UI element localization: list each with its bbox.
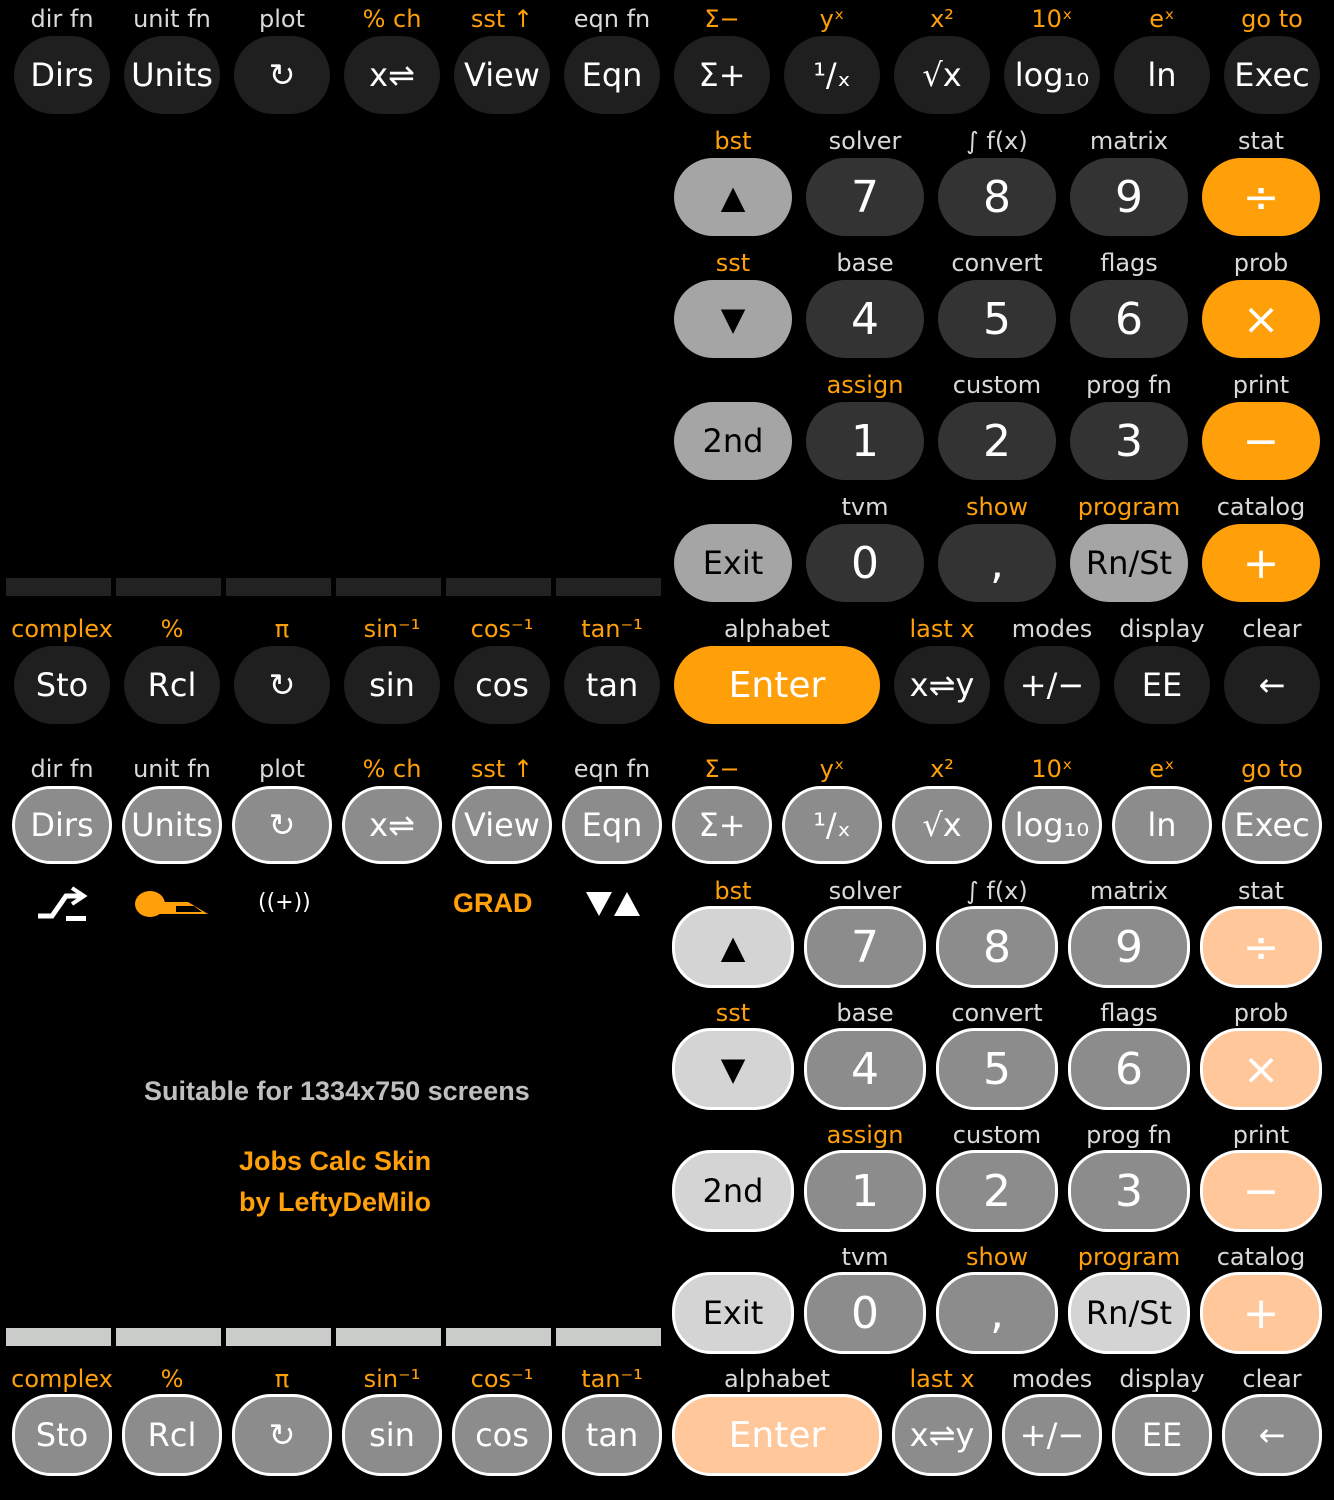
log10-key[interactable]: log₁₀ — [1002, 786, 1102, 864]
tan-key[interactable]: tan — [562, 1394, 662, 1476]
multiply-key[interactable]: × — [1202, 280, 1320, 358]
label-matrix: matrix — [1089, 127, 1169, 155]
digit-6-key[interactable]: 6 — [1068, 1028, 1190, 1110]
ee-key[interactable]: EE — [1114, 646, 1210, 724]
label-clear: clear — [1242, 1365, 1302, 1393]
label-eqn-fn: eqn fn — [573, 755, 651, 783]
sin-key[interactable]: sin — [344, 646, 440, 724]
plus-key[interactable]: + — [1202, 524, 1320, 602]
sto-key[interactable]: Sto — [14, 646, 110, 724]
change-sign-key[interactable]: +/− — [1004, 646, 1100, 724]
digit-6-key[interactable]: 6 — [1070, 280, 1188, 358]
dirs-key[interactable]: Dirs — [12, 786, 112, 864]
label-display: display — [1119, 1365, 1205, 1393]
label-assign: assign — [826, 371, 904, 399]
xy-swap-key[interactable]: x⇌y — [892, 1394, 992, 1476]
plot-key[interactable]: ↻ — [232, 786, 332, 864]
dirs-key[interactable]: Dirs — [14, 36, 110, 114]
eqn-key[interactable]: Eqn — [562, 786, 662, 864]
shift-indicator-icon — [36, 886, 88, 926]
label-e-pow-x: eˣ — [1149, 5, 1175, 33]
plus-key[interactable]: + — [1200, 1272, 1322, 1354]
exec-key[interactable]: Exec — [1224, 36, 1320, 114]
credits-suitable: Suitable for 1334x750 screens — [144, 1076, 530, 1106]
divide-key[interactable]: ÷ — [1202, 158, 1320, 236]
label-catalog: catalog — [1216, 493, 1306, 521]
label-complex: complex — [11, 615, 113, 643]
exit-key[interactable]: Exit — [672, 1272, 794, 1354]
label-pi: π — [274, 1365, 290, 1393]
label-convert: convert — [951, 999, 1043, 1027]
label-sigma-minus: Σ− — [704, 755, 740, 783]
label-sst-up: sst ↑ — [470, 5, 534, 33]
digit-5-key[interactable]: 5 — [938, 280, 1056, 358]
label-clear: clear — [1242, 615, 1302, 643]
up-key[interactable]: ▲ — [672, 906, 794, 988]
label-pi: π — [274, 615, 290, 643]
softkey-bar-3 — [226, 1328, 331, 1346]
label-prob: prob — [1233, 999, 1289, 1027]
digit-3-key[interactable]: 3 — [1068, 1150, 1190, 1232]
units-key[interactable]: Units — [122, 786, 222, 864]
digit-5-key[interactable]: 5 — [936, 1028, 1058, 1110]
label-prob: prob — [1233, 249, 1289, 277]
exec-key[interactable]: Exec — [1222, 786, 1322, 864]
label-eqn-fn: eqn fn — [573, 5, 651, 33]
label-10-pow-x: 10ˣ — [1031, 5, 1073, 33]
eqn-key[interactable]: Eqn — [564, 36, 660, 114]
softkey-bar-3 — [226, 578, 331, 596]
label-10-pow-x: 10ˣ — [1031, 755, 1073, 783]
label-x-squared: x² — [930, 755, 954, 783]
label-complex: complex — [11, 1365, 113, 1393]
label-convert: convert — [951, 249, 1043, 277]
label-base: base — [836, 249, 894, 277]
sin-key[interactable]: sin — [342, 1394, 442, 1476]
softkey-bar-4 — [336, 1328, 441, 1346]
x-swap-key[interactable]: x⇌ — [342, 786, 442, 864]
label-pct-ch: % ch — [362, 755, 422, 783]
sigma-plus-key[interactable]: Σ+ — [672, 786, 772, 864]
label-tvm: tvm — [841, 493, 889, 521]
plot-key[interactable]: ↻ — [234, 36, 330, 114]
minus-key[interactable]: − — [1200, 1150, 1322, 1232]
digit-8-key[interactable]: 8 — [936, 906, 1058, 988]
softkey-bar-5 — [446, 1328, 551, 1346]
softkey-bar-6 — [556, 1328, 661, 1346]
view-key[interactable]: View — [452, 786, 552, 864]
label-catalog: catalog — [1216, 1243, 1306, 1271]
label-pct-ch: % ch — [362, 5, 422, 33]
label-flags: flags — [1100, 249, 1158, 277]
comma-key[interactable]: , — [938, 524, 1056, 602]
sqrt-key[interactable]: √x — [894, 36, 990, 114]
label-y-pow-x: yˣ — [819, 5, 845, 33]
label-last-x: last x — [909, 615, 975, 643]
label-unit-fn: unit fn — [133, 5, 211, 33]
label-print: print — [1232, 1121, 1290, 1149]
label-sigma-minus: Σ− — [704, 5, 740, 33]
label-print: print — [1232, 371, 1290, 399]
softkey-bar-1 — [6, 1328, 111, 1346]
label-show: show — [965, 1243, 1029, 1271]
label-unit-fn: unit fn — [133, 755, 211, 783]
label-plot: plot — [259, 755, 305, 783]
softkey-bar-6 — [556, 578, 661, 596]
label-tvm: tvm — [841, 1243, 889, 1271]
rcl-key[interactable]: Rcl — [122, 1394, 222, 1476]
run-stop-key[interactable]: Rn/St — [1068, 1272, 1190, 1354]
digit-2-key[interactable]: 2 — [938, 402, 1056, 480]
reciprocal-key[interactable]: ¹/ₓ — [782, 786, 882, 864]
label-custom: custom — [952, 1121, 1042, 1149]
up-key[interactable]: ▲ — [674, 158, 792, 236]
label-percent: % — [160, 1365, 184, 1393]
label-sst-up: sst ↑ — [470, 755, 534, 783]
x-swap-key[interactable]: x⇌ — [344, 36, 440, 114]
rcl-key[interactable]: Rcl — [124, 646, 220, 724]
label-alphabet: alphabet — [724, 1365, 830, 1393]
label-acos: cos⁻¹ — [470, 1365, 534, 1393]
ln-key[interactable]: ln — [1112, 786, 1212, 864]
label-matrix: matrix — [1089, 877, 1169, 905]
sqrt-key[interactable]: √x — [892, 786, 992, 864]
softkey-bar-1 — [6, 578, 111, 596]
digit-4-key[interactable]: 4 — [804, 1028, 926, 1110]
label-stat: stat — [1237, 127, 1285, 155]
softkey-bar-2 — [116, 578, 221, 596]
down-key[interactable]: ▼ — [674, 280, 792, 358]
multiply-key[interactable]: × — [1200, 1028, 1322, 1110]
label-last-x: last x — [909, 1365, 975, 1393]
label-program: program — [1077, 493, 1181, 521]
credits-author: by LeftyDeMilo — [239, 1187, 432, 1217]
label-stat: stat — [1237, 877, 1285, 905]
label-solver: solver — [828, 127, 902, 155]
label-atan: tan⁻¹ — [581, 615, 643, 643]
label-custom: custom — [952, 371, 1042, 399]
label-prog-fn: prog fn — [1086, 1121, 1172, 1149]
comma-key[interactable]: , — [936, 1272, 1058, 1354]
run-stop-key[interactable]: Rn/St — [1070, 524, 1188, 602]
digit-3-key[interactable]: 3 — [1070, 402, 1188, 480]
label-assign: assign — [826, 1121, 904, 1149]
label-sst: sst — [715, 249, 751, 277]
label-modes: modes — [1011, 1365, 1093, 1393]
label-dir-fn: dir fn — [30, 5, 94, 33]
label-integral: ∫ f(x) — [966, 127, 1028, 155]
label-acos: cos⁻¹ — [470, 615, 534, 643]
label-asin: sin⁻¹ — [363, 1365, 421, 1393]
credits-skin-name: Jobs Calc Skin — [239, 1146, 432, 1176]
label-solver: solver — [828, 877, 902, 905]
reciprocal-key[interactable]: ¹/ₓ — [784, 36, 880, 114]
digit-0-key[interactable]: 0 — [806, 524, 924, 602]
label-asin: sin⁻¹ — [363, 615, 421, 643]
display-mode-icon — [586, 890, 640, 922]
change-sign-key[interactable]: +/− — [1002, 1394, 1102, 1476]
label-display: display — [1119, 615, 1205, 643]
digit-8-key[interactable]: 8 — [938, 158, 1056, 236]
digit-4-key[interactable]: 4 — [806, 280, 924, 358]
sigma-plus-key[interactable]: Σ+ — [674, 36, 770, 114]
exit-key[interactable]: Exit — [674, 524, 792, 602]
cos-key[interactable]: cos — [452, 1394, 552, 1476]
label-program: program — [1077, 1243, 1181, 1271]
minus-key[interactable]: − — [1202, 402, 1320, 480]
backspace-key[interactable]: ← — [1222, 1394, 1322, 1476]
down-key[interactable]: ▼ — [672, 1028, 794, 1110]
cos-key[interactable]: cos — [454, 646, 550, 724]
calculator-pressed — [0, 750, 1334, 1500]
digit-1-key[interactable]: 1 — [806, 402, 924, 480]
log10-key[interactable]: log₁₀ — [1004, 36, 1100, 114]
label-sst: sst — [715, 999, 751, 1027]
xy-swap-key[interactable]: x⇌y — [894, 646, 990, 724]
label-bst: bst — [714, 877, 752, 905]
softkey-bar-5 — [446, 578, 551, 596]
softkey-bar-2 — [116, 1328, 221, 1346]
sto-key[interactable]: Sto — [12, 1394, 112, 1476]
label-integral: ∫ f(x) — [966, 877, 1028, 905]
view-key[interactable]: View — [454, 36, 550, 114]
label-dir-fn: dir fn — [30, 755, 94, 783]
label-base: base — [836, 999, 894, 1027]
battery-icon — [134, 888, 210, 924]
roll-key[interactable]: ↻ — [234, 646, 330, 724]
label-x-squared: x² — [930, 5, 954, 33]
digit-0-key[interactable]: 0 — [804, 1272, 926, 1354]
label-e-pow-x: eˣ — [1149, 755, 1175, 783]
label-show: show — [965, 493, 1029, 521]
label-percent: % — [160, 615, 184, 643]
label-prog-fn: prog fn — [1086, 371, 1172, 399]
label-modes: modes — [1011, 615, 1093, 643]
backspace-key[interactable]: ← — [1224, 646, 1320, 724]
enter-key[interactable]: Enter — [672, 1394, 882, 1476]
enter-key[interactable]: Enter — [674, 646, 880, 724]
label-plot: plot — [259, 5, 305, 33]
divide-key[interactable]: ÷ — [1200, 906, 1322, 988]
second-key[interactable]: 2nd — [674, 402, 792, 480]
digit-9-key[interactable]: 9 — [1068, 906, 1190, 988]
label-go-to: go to — [1241, 5, 1303, 33]
second-key[interactable]: 2nd — [672, 1150, 794, 1232]
signal-indicator: ((+)) — [258, 890, 311, 915]
digit-1-key[interactable]: 1 — [804, 1150, 926, 1232]
label-alphabet: alphabet — [724, 615, 830, 643]
digit-9-key[interactable]: 9 — [1070, 158, 1188, 236]
ln-key[interactable]: ln — [1114, 36, 1210, 114]
digit-2-key[interactable]: 2 — [936, 1150, 1058, 1232]
label-bst: bst — [714, 127, 752, 155]
digit-7-key[interactable]: 7 — [806, 158, 924, 236]
label-atan: tan⁻¹ — [581, 1365, 643, 1393]
tan-key[interactable]: tan — [564, 646, 660, 724]
roll-key[interactable]: ↻ — [232, 1394, 332, 1476]
ee-key[interactable]: EE — [1112, 1394, 1212, 1476]
label-y-pow-x: yˣ — [819, 755, 845, 783]
label-go-to: go to — [1241, 755, 1303, 783]
label-flags: flags — [1100, 999, 1158, 1027]
softkey-bar-4 — [336, 578, 441, 596]
units-key[interactable]: Units — [124, 36, 220, 114]
angle-mode-indicator: GRAD — [453, 888, 533, 918]
digit-7-key[interactable]: 7 — [804, 906, 926, 988]
